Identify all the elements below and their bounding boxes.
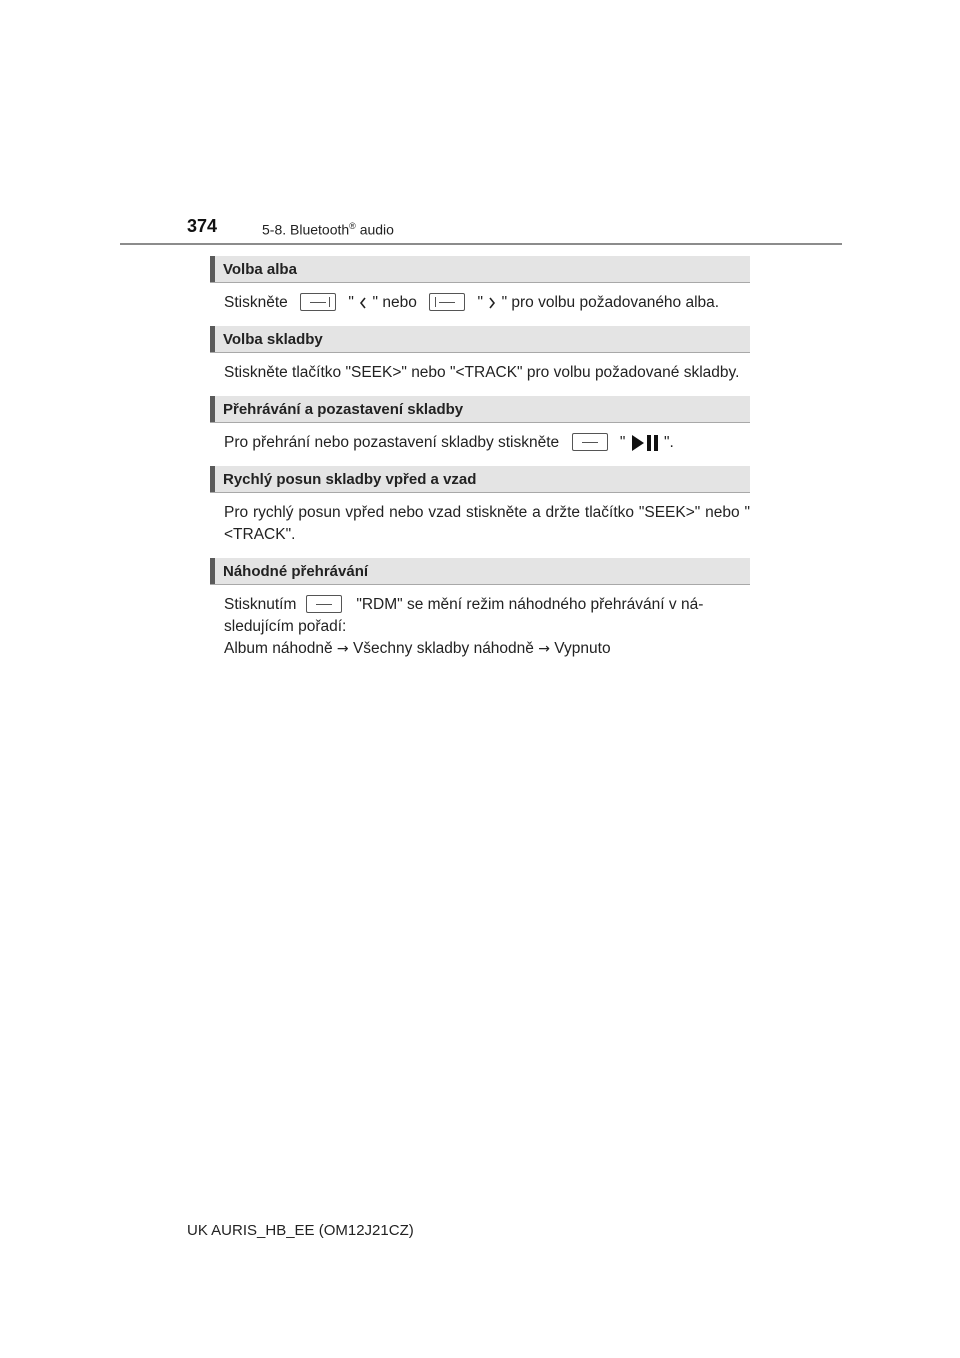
para-volba-alba — [224, 292, 750, 314]
text: "RDM" se mění režim náhodného přehrávání v ná- — [356, 596, 704, 613]
steering-switch-button-icon — [300, 293, 336, 311]
registered-mark: ® — [349, 221, 356, 231]
text: Stisknutím — [224, 596, 297, 613]
page-content — [210, 256, 750, 660]
mode-album-random: Album náhodně — [224, 640, 333, 657]
text: " nebo — [372, 294, 417, 311]
heading-prehravani: Přehrávání a pozastavení skladby — [210, 396, 750, 423]
mode-off: Vypnuto — [554, 640, 611, 657]
chevron-right-icon — [487, 297, 497, 309]
quote: " — [477, 294, 483, 311]
heading-rychly-posun: Rychlý posun skladby vpřed a vzad — [210, 466, 750, 493]
para-volba-skladby: Stiskněte tlačítko "SEEK>" nebo "<TRACK" pro volbu požadované skladby. — [224, 364, 740, 381]
section-title — [262, 221, 394, 238]
para-line: sledujícím pořadí: — [224, 618, 347, 635]
random-mode-sequence — [224, 638, 750, 660]
heading-volba-alba: Volba alba — [210, 256, 750, 283]
text: Pro přehrání nebo pozastavení skladby stiskněte — [224, 434, 560, 451]
para-prehravani — [224, 432, 750, 454]
play-pause-icon — [630, 434, 660, 452]
steering-switch-button-icon — [306, 595, 342, 613]
section-title-prefix: 5-8. Bluetooth — [262, 221, 350, 238]
header-rule — [120, 243, 842, 245]
para-line — [224, 594, 750, 616]
para-nahodne — [224, 594, 750, 660]
page-number: 374 — [187, 216, 218, 236]
quote: " — [348, 294, 354, 311]
text: " pro volbu požadovaného alba. — [501, 294, 720, 311]
steering-switch-button-icon — [572, 433, 608, 451]
chevron-left-icon — [358, 297, 368, 309]
footer-code: UK AURIS_HB_EE (OM12J21CZ) — [187, 1222, 414, 1239]
text: Stiskněte — [224, 294, 288, 311]
text: ". — [663, 434, 674, 451]
quote: " — [619, 434, 626, 451]
para-rychly-posun: Pro rychlý posun vpřed nebo vzad stiskněte a držte tlačítko "SEEK>" nebo "<TRACK". — [224, 504, 750, 543]
arrow-right-icon: → — [336, 641, 349, 657]
heading-nahodne: Náhodné přehrávání — [210, 558, 750, 585]
section-title-suffix: audio — [355, 221, 394, 238]
mode-all-random: Všechny skladby náhodně — [352, 640, 534, 657]
heading-volba-skladby: Volba skladby — [210, 326, 750, 353]
arrow-right-icon: → — [538, 641, 550, 657]
steering-switch-button-icon — [429, 293, 465, 311]
